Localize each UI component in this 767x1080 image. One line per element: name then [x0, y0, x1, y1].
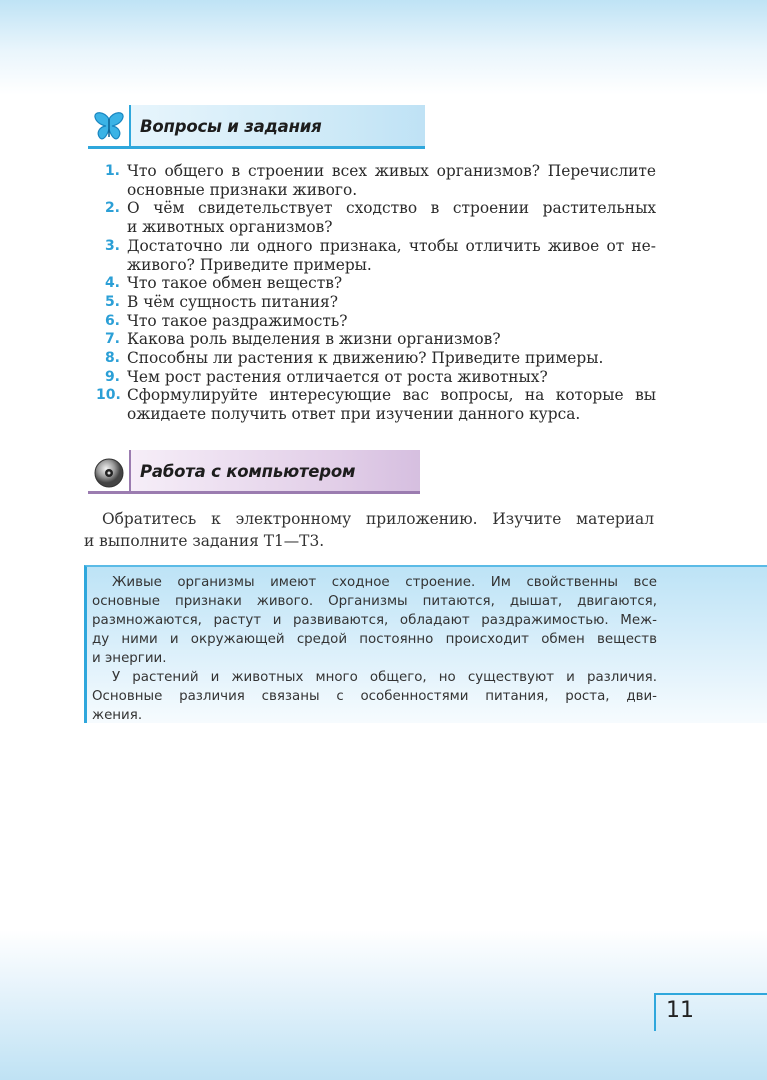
item-text: Сформулируйте интересующие вас вопросы, на которые вы — [127, 386, 656, 405]
item-text: Способны ли растения к движению? Приведите примеры. — [127, 349, 604, 368]
item-text: Что такое раздражимость? — [127, 311, 348, 330]
divider — [129, 105, 131, 149]
item-number: 4. — [104, 275, 120, 292]
questions-list — [96, 162, 656, 424]
butterfly-icon — [92, 111, 126, 143]
item-text: Чем рост растения отличается от роста животных? — [127, 367, 548, 386]
summary-line: Основные различия связаны с особенностями питания, роста, дви- — [92, 689, 657, 704]
item-number: 10. — [96, 387, 121, 404]
item-number: 6. — [104, 312, 120, 329]
item-number: 9. — [104, 368, 120, 385]
item-text: О чём свидетельствует сходство в строении растительных — [127, 199, 656, 218]
item-number: 3. — [104, 237, 120, 254]
section-title: Вопросы и задания — [140, 117, 322, 136]
item-text: ожидаете получить ответ при изучении данного курса. — [127, 405, 581, 424]
paragraph-line: и выполните задания Т1—Т3. — [84, 532, 325, 550]
list-item — [96, 237, 656, 274]
item-text: Достаточно ли одного признака, чтобы отличить живое от не- — [127, 236, 656, 255]
summary-line: ду ними и окружающей средой постоянно происходит обмен веществ — [92, 632, 657, 647]
list-item — [96, 293, 656, 312]
item-text: В чём сущность питания? — [127, 292, 338, 311]
summary-text — [92, 573, 657, 725]
item-text: живого? Приведите примеры. — [127, 255, 372, 274]
item-number: 7. — [104, 331, 120, 348]
item-text: основные признаки живого. — [127, 180, 358, 199]
list-item — [96, 274, 656, 293]
cd-disc-icon — [92, 456, 126, 488]
item-number: 2. — [104, 200, 120, 217]
divider — [88, 146, 425, 149]
summary-line: У растений и животных много общего, но существуют и различия. — [112, 670, 657, 685]
page-number: 11 — [666, 998, 694, 1023]
list-item — [96, 386, 656, 423]
item-number: 5. — [104, 293, 120, 310]
paragraph-line: Обратитесь к электронному приложению. Изучите материал — [102, 510, 654, 528]
list-item — [96, 349, 656, 368]
item-text: Какова роль выделения в жизни организмов? — [127, 330, 501, 349]
list-item — [96, 330, 656, 349]
divider — [88, 491, 420, 494]
list-item — [96, 162, 656, 199]
item-text: и животных организмов? — [127, 218, 333, 237]
computer-task-paragraph — [84, 508, 654, 552]
page-number-box — [654, 993, 767, 1031]
summary-box — [84, 565, 767, 723]
summary-line: жения. — [92, 708, 143, 723]
divider — [129, 450, 131, 494]
questions-header — [88, 105, 425, 149]
item-text: Что такое обмен веществ? — [127, 274, 343, 293]
summary-line: Живые организмы имеют сходное строение. Им свойственны все — [112, 575, 657, 590]
list-item — [96, 368, 656, 387]
section-title: Работа с компьютером — [140, 462, 356, 481]
list-item — [96, 312, 656, 331]
summary-line: и энергии. — [92, 651, 167, 666]
item-text: Что общего в строении всех живых организмов? Перечислите — [127, 162, 656, 180]
summary-line: основные признаки живого. Организмы питаются, дышат, двигаются, — [92, 594, 657, 609]
list-item — [96, 199, 656, 236]
summary-line: размножаются, растут и развиваются, обладают раздражимостью. Меж- — [92, 613, 657, 628]
item-number: 1. — [104, 163, 120, 179]
item-number: 8. — [104, 350, 120, 367]
computer-header — [88, 450, 420, 494]
